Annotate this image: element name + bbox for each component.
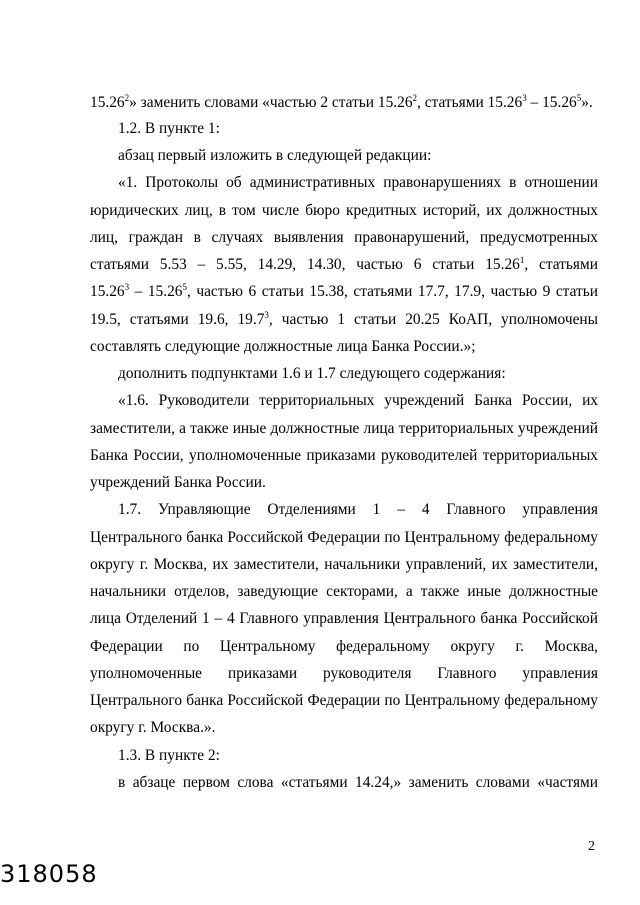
text-line (118, 175, 598, 190)
text-line (90, 203, 598, 218)
text-run: Федерации по Центральному федеральному округу г. Москва, (90, 638, 598, 655)
text-line (90, 339, 475, 354)
document-id: 318058 (0, 860, 98, 888)
text-run: Центрального банка Российской Федерации по Центральному федеральному (90, 692, 598, 709)
text-run: , частью 1 статьи 20.25 КоАП, уполномочены (268, 311, 598, 328)
text-run: составлять следующие должностные лица Банка России.»; (90, 338, 476, 355)
text-run: , статьями (524, 256, 598, 273)
text-run: 15.26 (90, 94, 125, 111)
text-run: округу г. Москва, их заместители, начальники управлений, их заместители, (90, 556, 598, 573)
text-line (90, 693, 598, 708)
text-line (90, 312, 598, 327)
text-run: «1. Протоколы об административных правонарушениях в отношении (118, 174, 598, 191)
text-line (118, 502, 598, 517)
text-run: ». (581, 94, 593, 111)
text-run: абзац первый изложить в следующей редакции: (118, 147, 432, 164)
text-run: «1.6. Руководители территориальных учреждений Банка России, их (118, 392, 598, 409)
superscript: 1 (519, 255, 525, 265)
text-line (90, 475, 266, 490)
text-run: 1.3. В пункте 2: (118, 747, 220, 764)
text-run: – 15.26 (129, 283, 183, 300)
text-line (90, 95, 593, 110)
text-run: , частью 6 статьи 15.38, статьями 17.7, 17.9, частью 9 статьи (187, 283, 598, 300)
page-number: 2 (588, 839, 595, 854)
text-line (90, 584, 598, 599)
superscript: 5 (576, 93, 582, 103)
text-line (90, 720, 215, 735)
text-run: округу г. Москва.». (90, 719, 216, 736)
text-line (90, 257, 598, 272)
text-run: , статьями 15.26 (417, 94, 523, 111)
text-line (90, 530, 598, 545)
text-line (118, 748, 220, 763)
superscript: 3 (264, 310, 269, 320)
text-line (90, 230, 598, 245)
superscript: 2 (412, 93, 418, 103)
text-run: » заменить словами «частью 2 статьи 15.26 (129, 94, 413, 111)
text-line (90, 557, 598, 572)
superscript: 5 (182, 282, 187, 292)
text-run: уполномоченные приказами руководителя Главного управления (90, 665, 598, 682)
text-run: заместители, а также иные должностные лица территориальных учреждений (90, 420, 598, 437)
text-run: – 15.26 (526, 94, 577, 111)
text-run: Центрального банка Российской Федерации по Центральному федеральному (90, 529, 598, 546)
text-run: лиц, граждан в случаях выявления правонарушений, предусмотренных (90, 229, 598, 246)
text-line (90, 666, 598, 681)
text-run: в абзаце первом слова «статьями 14.24,» заменить словами «частями (118, 774, 598, 791)
superscript: 3 (124, 282, 130, 292)
text-line (118, 366, 506, 381)
text-run: начальники отделов, заведующие секторами, а также иные должностные (90, 583, 598, 600)
text-run: статьями 5.53 – 5.55, 14.29, 14.30, частью 6 статьи 15.26 (90, 256, 520, 273)
text-run: юридических лиц, в том числе бюро кредитных историй, их должностных (90, 202, 598, 219)
text-run: 1.7. Управляющие Отделениями 1 – 4 Главного управления (118, 501, 598, 518)
text-line (118, 148, 431, 163)
text-run: лица Отделений 1 – 4 Главного управления Центрального банка Российской (90, 610, 598, 627)
text-run: 19.5, статьями 19.6, 19.7 (90, 311, 265, 328)
text-line (118, 775, 598, 790)
text-line (118, 393, 598, 408)
text-line (90, 611, 598, 626)
text-run: Банка России, уполномоченные приказами руководителей территориальных (90, 447, 598, 464)
text-run: дополнить подпунктами 1.6 и 1.7 следующего содержания: (118, 365, 506, 382)
text-run: учреждений Банка России. (90, 474, 266, 491)
text-run: 1.2. В пункте 1: (118, 120, 220, 137)
text-line (90, 639, 598, 654)
text-line (90, 421, 598, 436)
superscript: 3 (522, 93, 527, 103)
superscript: 2 (124, 93, 130, 103)
text-line (118, 121, 220, 136)
text-run: 15.26 (90, 283, 125, 300)
text-line (90, 448, 598, 463)
text-line (90, 284, 598, 299)
